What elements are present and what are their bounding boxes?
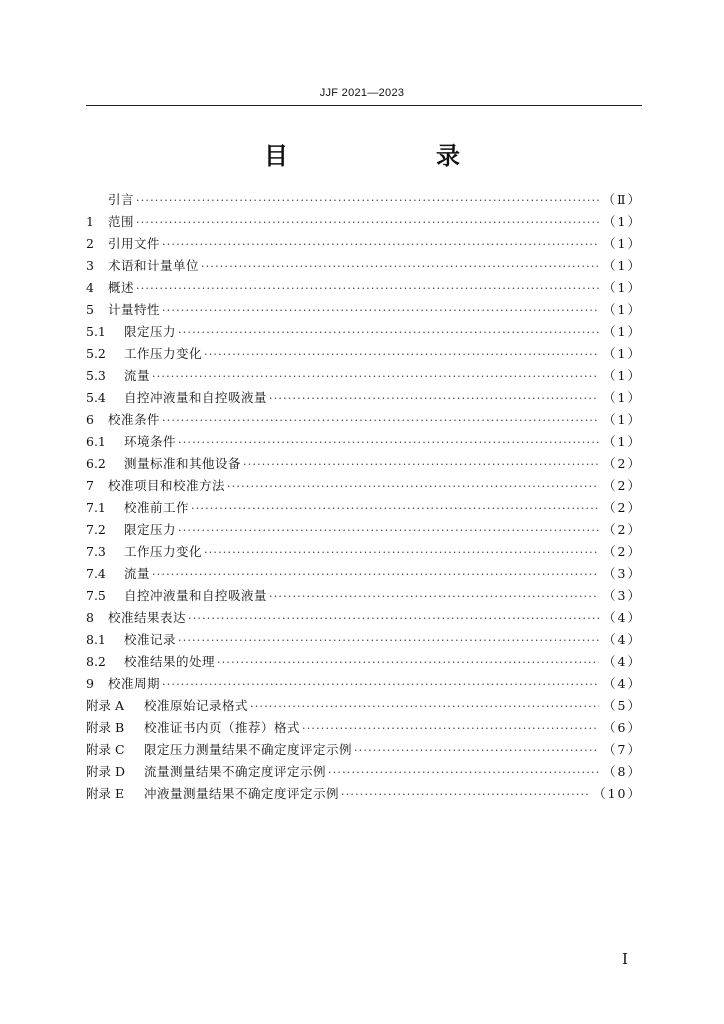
- toc-leader-dots: [162, 300, 599, 322]
- toc-entry-page: （4）: [603, 632, 642, 647]
- toc-entry-page: （4）: [603, 676, 642, 691]
- toc-entry[interactable]: [86, 585, 642, 607]
- toc-entry[interactable]: [86, 211, 642, 233]
- toc-entry-page: （1）: [603, 412, 642, 427]
- header-rule: [86, 105, 642, 106]
- table-of-contents: [86, 189, 642, 805]
- toc-entry-label: 限定压力: [124, 324, 177, 339]
- toc-entry-label: 引言: [108, 192, 135, 207]
- page-number: I: [622, 950, 628, 968]
- toc-entry-number: 7.3: [86, 544, 106, 559]
- toc-entry-label: 校准项目和校准方法: [108, 478, 226, 493]
- toc-entry[interactable]: [86, 761, 642, 783]
- toc-entry-page: （1）: [603, 280, 642, 295]
- toc-entry-label: 工作压力变化: [124, 544, 203, 559]
- toc-entry[interactable]: [86, 497, 642, 519]
- toc-entry[interactable]: [86, 409, 642, 431]
- toc-leader-dots: [178, 630, 599, 652]
- toc-leader-dots: [243, 454, 599, 476]
- toc-entry[interactable]: [86, 519, 642, 541]
- toc-entry-number: 7.5: [86, 588, 106, 603]
- toc-entry-page: （4）: [603, 654, 642, 669]
- toc-entry-label: 计量特性: [108, 302, 161, 317]
- toc-leader-dots: [178, 322, 599, 344]
- toc-entry-number: 4: [86, 280, 94, 295]
- toc-entry[interactable]: [86, 607, 642, 629]
- toc-entry[interactable]: [86, 387, 642, 409]
- toc-entry-number: 1: [86, 214, 94, 229]
- toc-entry[interactable]: [86, 739, 642, 761]
- toc-entry-label: 校准前工作: [124, 500, 190, 515]
- toc-leader-dots: [204, 344, 599, 366]
- toc-entry-label: 校准结果的处理: [124, 654, 216, 669]
- toc-leader-dots: [217, 652, 599, 674]
- toc-leader-dots: [162, 410, 599, 432]
- toc-entry-page: （Ⅱ）: [602, 192, 642, 207]
- toc-leader-dots: [201, 256, 599, 278]
- toc-entry-label: 概述: [108, 280, 135, 295]
- toc-leader-dots: [250, 696, 599, 718]
- toc-entry-page: （1）: [603, 346, 642, 361]
- toc-entry-number: 附录 E: [86, 786, 125, 801]
- toc-leader-dots: [136, 190, 598, 212]
- toc-entry-page: （1）: [603, 258, 642, 273]
- toc-leader-dots: [178, 520, 599, 542]
- toc-leader-dots: [188, 608, 599, 630]
- toc-leader-dots: [136, 212, 599, 234]
- toc-entry-number: 8.1: [86, 632, 106, 647]
- toc-entry[interactable]: [86, 431, 642, 453]
- toc-entry-number: 附录 A: [86, 698, 125, 713]
- toc-entry-page: （2）: [603, 522, 642, 537]
- toc-entry-label: 校准周期: [108, 676, 161, 691]
- toc-entry-label: 校准条件: [108, 412, 161, 427]
- toc-entry-number: 附录 C: [86, 742, 125, 757]
- toc-entry[interactable]: [86, 321, 642, 343]
- toc-leader-dots: [178, 432, 599, 454]
- toc-entry-page: （1）: [603, 434, 642, 449]
- toc-entry-label: 校准证书内页（推荐）格式: [144, 720, 301, 735]
- toc-entry[interactable]: [86, 563, 642, 585]
- toc-entry-label: 校准结果表达: [108, 610, 187, 625]
- toc-entry[interactable]: [86, 233, 642, 255]
- toc-entry[interactable]: [86, 695, 642, 717]
- toc-entry-page: （1）: [603, 368, 642, 383]
- toc-entry[interactable]: [86, 651, 642, 673]
- toc-entry-number: 8.2: [86, 654, 106, 669]
- toc-entry-number: 2: [86, 236, 94, 251]
- toc-entry-page: （5）: [603, 698, 642, 713]
- toc-entry-label: 工作压力变化: [124, 346, 203, 361]
- toc-entry[interactable]: [86, 453, 642, 475]
- toc-leader-dots: [152, 564, 599, 586]
- toc-entry[interactable]: [86, 629, 642, 651]
- toc-entry-page: （4）: [603, 610, 642, 625]
- toc-entry-number: 7: [86, 478, 94, 493]
- toc-entry-label: 校准记录: [124, 632, 177, 647]
- toc-entry[interactable]: [86, 277, 642, 299]
- toc-entry-label: 引用文件: [108, 236, 161, 251]
- toc-leader-dots: [269, 586, 599, 608]
- toc-entry-number: 7.4: [86, 566, 106, 581]
- toc-entry-label: 术语和计量单位: [108, 258, 200, 273]
- toc-entry-number: 附录 D: [86, 764, 125, 779]
- toc-entry-label: 校准原始记录格式: [144, 698, 249, 713]
- toc-entry-page: （2）: [603, 500, 642, 515]
- toc-entry-label: 流量: [124, 368, 151, 383]
- toc-leader-dots: [354, 740, 599, 762]
- toc-entry-page: （3）: [603, 588, 642, 603]
- toc-entry[interactable]: [86, 673, 642, 695]
- toc-entry-number: 9: [86, 676, 94, 691]
- toc-leader-dots: [269, 388, 599, 410]
- toc-entry[interactable]: [86, 541, 642, 563]
- toc-entry-number: 6.1: [86, 434, 106, 449]
- toc-entry-number: 7.2: [86, 522, 106, 537]
- toc-entry[interactable]: [86, 717, 642, 739]
- toc-leader-dots: [341, 784, 589, 806]
- toc-entry-number: 8: [86, 610, 94, 625]
- toc-leader-dots: [191, 498, 599, 520]
- toc-leader-dots: [136, 278, 599, 300]
- toc-entry-label: 限定压力: [124, 522, 177, 537]
- toc-entry-label: 测量标准和其他设备: [124, 456, 242, 471]
- toc-entry-page: （2）: [603, 544, 642, 559]
- toc-leader-dots: [162, 234, 599, 256]
- toc-entry-number: 5.3: [86, 368, 106, 383]
- toc-entry-page: （1）: [603, 390, 642, 405]
- toc-entry-page: （6）: [603, 720, 642, 735]
- toc-entry-label: 流量: [124, 566, 151, 581]
- toc-entry-page: （1）: [603, 236, 642, 251]
- toc-entry-number: 5: [86, 302, 94, 317]
- toc-entry-number: 附录 B: [86, 720, 125, 735]
- toc-leader-dots: [204, 542, 599, 564]
- toc-entry[interactable]: [86, 255, 642, 277]
- toc-entry-label: 自控冲液量和自控吸液量: [124, 588, 268, 603]
- toc-leader-dots: [302, 718, 599, 740]
- toc-entry-page: （8）: [603, 764, 642, 779]
- toc-entry-page: （1）: [603, 324, 642, 339]
- toc-leader-dots: [328, 762, 599, 784]
- toc-entry-number: 5.1: [86, 324, 106, 339]
- toc-entry-page: （1）: [603, 302, 642, 317]
- page-title: 目 录: [264, 142, 522, 170]
- toc-entry-label: 自控冲液量和自控吸液量: [124, 390, 268, 405]
- toc-entry-page: （2）: [603, 478, 642, 493]
- toc-entry-page: （3）: [603, 566, 642, 581]
- toc-entry-number: 5.2: [86, 346, 106, 361]
- toc-entry[interactable]: [86, 189, 642, 211]
- toc-entry-number: 6.2: [86, 456, 106, 471]
- toc-entry-label: 冲液量测量结果不确定度评定示例: [144, 786, 340, 801]
- toc-entry-label: 限定压力测量结果不确定度评定示例: [144, 742, 353, 757]
- toc-entry-label: 范围: [108, 214, 135, 229]
- toc-entry[interactable]: [86, 365, 642, 387]
- toc-leader-dots: [227, 476, 599, 498]
- toc-entry[interactable]: [86, 343, 642, 365]
- standard-code: JJF 2021—2023: [319, 87, 405, 99]
- toc-entry-number: 7.1: [86, 500, 106, 515]
- toc-entry-number: 6: [86, 412, 94, 427]
- toc-leader-dots: [162, 674, 599, 696]
- toc-entry-page: （7）: [603, 742, 642, 757]
- toc-entry-page: （2）: [603, 456, 642, 471]
- toc-entry-page: （1）: [603, 214, 642, 229]
- toc-entry[interactable]: [86, 299, 642, 321]
- toc-entry-number: 5.4: [86, 390, 106, 405]
- toc-entry-number: 3: [86, 258, 94, 273]
- toc-entry-label: 环境条件: [124, 434, 177, 449]
- toc-entry[interactable]: [86, 475, 642, 497]
- toc-entry-label: 流量测量结果不确定度评定示例: [144, 764, 327, 779]
- toc-entry[interactable]: [86, 783, 642, 805]
- toc-entry-page: （10）: [593, 786, 642, 801]
- toc-leader-dots: [152, 366, 599, 388]
